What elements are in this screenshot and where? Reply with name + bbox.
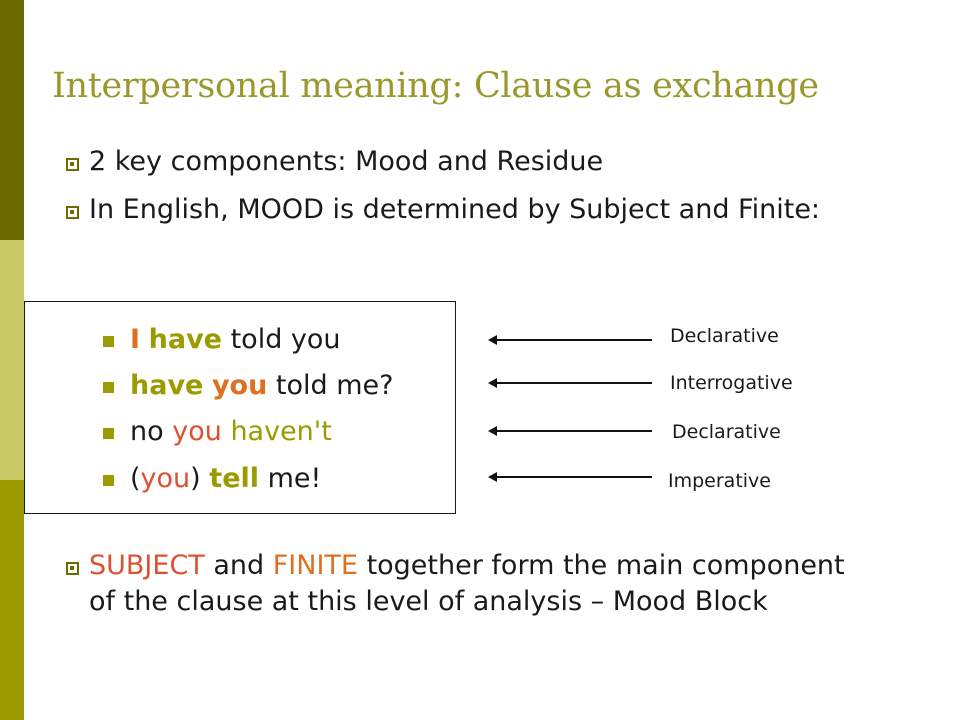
bullet-text: 2 key components: Mood and Residue	[89, 146, 604, 177]
filled-square-bullet-icon	[103, 382, 114, 393]
finite-word: have	[130, 370, 204, 401]
subject-word: you	[140, 463, 191, 494]
example-declarative-negative	[103, 414, 463, 450]
mood-label-declarative: Declarative	[670, 325, 779, 347]
finite-term: FINITE	[272, 550, 358, 581]
subject-term: SUBJECT	[89, 550, 205, 581]
example-text: have you told me?	[130, 370, 394, 401]
square-bullet-icon	[66, 562, 79, 575]
filled-square-bullet-icon	[103, 428, 114, 439]
mood-label-declarative-2: Declarative	[672, 421, 781, 443]
bullet-mood-determined	[58, 192, 858, 228]
side-strip-top	[0, 0, 24, 240]
arrow-left-icon	[488, 472, 652, 482]
example-text: no you haven't	[130, 416, 332, 447]
subject-word: you	[211, 370, 268, 401]
bullet-text: SUBJECT and FINITE together form the main component of the clause at this level of analysis – Mood Block	[89, 550, 845, 617]
arrow-left-icon	[488, 335, 652, 345]
finite-word: have	[148, 324, 222, 355]
side-strip-bottom	[0, 480, 24, 720]
slide-title: Interpersonal meaning: Clause as exchange	[52, 66, 819, 106]
example-text: I have told you	[130, 324, 341, 355]
filled-square-bullet-icon	[103, 336, 114, 347]
square-bullet-icon	[66, 158, 79, 171]
example-declarative	[103, 322, 463, 358]
mood-label-imperative: Imperative	[668, 470, 771, 492]
finite-word: haven't	[230, 416, 332, 447]
bullet-mood-block	[58, 548, 858, 620]
square-bullet-icon	[66, 206, 79, 219]
example-interrogative	[103, 368, 463, 404]
bullet-text: In English, MOOD is determined by Subject and Finite:	[89, 194, 821, 225]
subject-word: I	[130, 324, 141, 355]
arrow-left-icon	[488, 426, 652, 436]
bullet-key-components	[58, 144, 858, 180]
filled-square-bullet-icon	[103, 475, 114, 486]
example-imperative	[103, 461, 463, 497]
finite-word: tell	[209, 463, 260, 494]
side-strip-middle	[0, 240, 24, 480]
subject-word: you	[172, 416, 222, 447]
example-text: (you) tell me!	[130, 463, 322, 494]
mood-label-interrogative: Interrogative	[670, 372, 793, 394]
arrow-left-icon	[488, 378, 652, 388]
